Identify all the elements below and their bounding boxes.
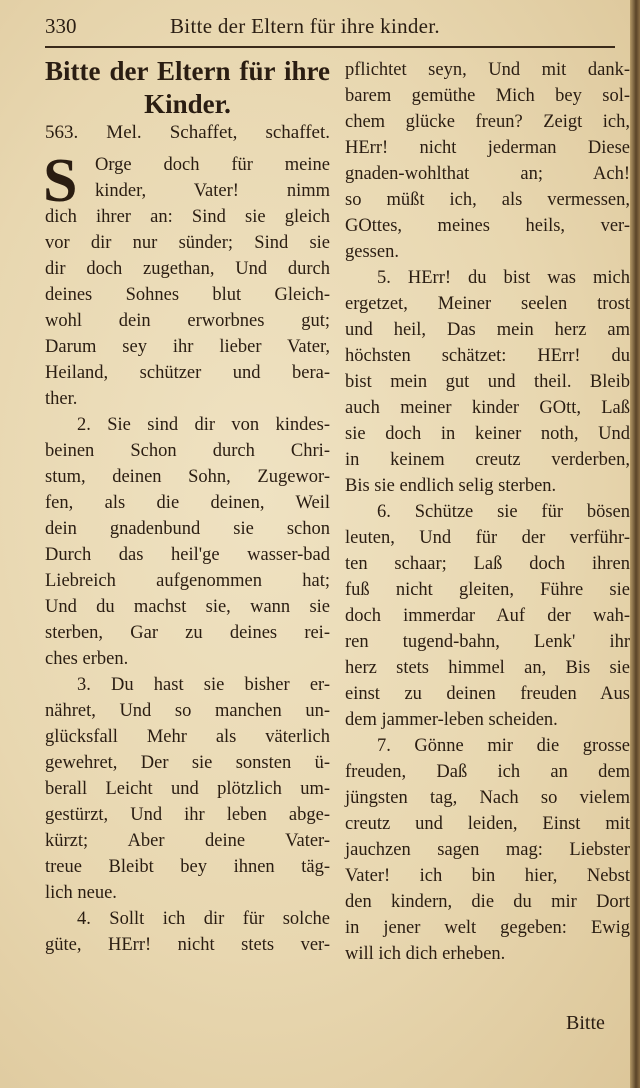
text-line: ren tugend-bahn, Lenk' ihr bbox=[345, 632, 630, 652]
catchword: Bitte bbox=[566, 1012, 605, 1034]
text-line: nähret, Und so manchen un- bbox=[45, 701, 330, 721]
text-line: auch meiner kinder GOtt, Laß bbox=[345, 398, 630, 418]
text-line: gessen. bbox=[345, 242, 399, 262]
text-line: jauchzen sagen mag: Liebster bbox=[345, 840, 630, 860]
hymn-title-line-2: Kinder. bbox=[144, 89, 231, 119]
text-line: pflichtet seyn, Und mit dank- bbox=[345, 60, 630, 80]
text-line: barem gemüthe Mich bey sol- bbox=[345, 86, 630, 106]
text-line: will ich dich erheben. bbox=[345, 944, 506, 964]
text-line: ches erben. bbox=[45, 649, 129, 669]
text-line: ther. bbox=[45, 389, 78, 409]
right-column-text bbox=[345, 57, 630, 967]
text-line: ergetzet, Meiner seelen trost bbox=[345, 294, 630, 314]
text-line: gnaden-wohlthat an; Ach! bbox=[345, 164, 630, 184]
text-line: fen, als die deinen, Weil bbox=[45, 493, 330, 513]
text-line: HErr! nicht jederman Diese bbox=[345, 138, 630, 158]
text-line: jüngsten tag, Nach so vielem bbox=[345, 788, 630, 808]
text-line: Vater! ich bin hier, Nebst bbox=[345, 866, 630, 886]
text-line: bist mein gut und theil. Bleib bbox=[345, 372, 630, 392]
text-line: 7. Gönne mir die grosse bbox=[377, 736, 630, 756]
text-line: Heiland, schützer und bera- bbox=[45, 363, 330, 383]
text-line: dem jammer-leben scheiden. bbox=[345, 710, 558, 730]
text-line: in keinem creutz verderben, bbox=[345, 450, 630, 470]
page-number: 330 bbox=[45, 14, 77, 38]
text-line: beinen Schon durch Chri- bbox=[45, 441, 330, 461]
text-line: 6. Schütze sie für bösen bbox=[377, 502, 630, 522]
text-line: creutz und leiden, Einst mit bbox=[345, 814, 630, 834]
text-line: dein gnadenbund sie schon bbox=[45, 519, 330, 539]
text-line: dir doch zugethan, Und durch bbox=[45, 259, 330, 279]
text-line: sterben, Gar zu deines rei- bbox=[45, 623, 330, 643]
text-line: Und du machst sie, wann sie bbox=[45, 597, 330, 617]
text-line: gewehret, Der sie sonsten ü- bbox=[45, 753, 330, 773]
text-line: stum, deinen Sohn, Zugewor- bbox=[45, 467, 330, 487]
text-line: 2. Sie sind dir von kindes- bbox=[77, 415, 330, 435]
text-line: Liebreich aufgenommen hat; bbox=[45, 571, 330, 591]
text-line: güte, HErr! nicht stets ver- bbox=[45, 935, 330, 955]
text-line: einst zu deinen freuden Aus bbox=[345, 684, 630, 704]
text-line: lich neue. bbox=[45, 883, 117, 903]
text-line: fuß nicht gleiten, Führe sie bbox=[345, 580, 630, 600]
text-line: Durch das heil'ge wasser-bad bbox=[45, 545, 330, 565]
text-line: GOttes, meines heils, ver- bbox=[345, 216, 630, 236]
text-line: 5. HErr! du bist was mich bbox=[377, 268, 630, 288]
text-line: deines Sohnes blut Gleich- bbox=[45, 285, 330, 305]
text-line: berall Leicht und plötzlich um- bbox=[45, 779, 330, 799]
text-line: herz stets himmel an, Bis sie bbox=[345, 658, 630, 678]
text-line: Darum sey ihr lieber Vater, bbox=[45, 337, 330, 357]
left-column-text bbox=[43, 147, 330, 958]
drop-cap: S bbox=[43, 147, 78, 215]
book-binding-edge bbox=[630, 0, 640, 1088]
text-line: chem glücke freun? Zeigt ich, bbox=[345, 112, 630, 132]
text-line: vor dir nur sünder; Sind sie bbox=[45, 233, 330, 253]
text-line: leuten, Und für der verführ- bbox=[345, 528, 630, 548]
text-line: kinder, Vater! nimm bbox=[95, 181, 330, 201]
header-rule bbox=[45, 46, 615, 48]
text-line: 4. Sollt ich dir für solche bbox=[77, 909, 330, 929]
running-head: Bitte der Eltern für ihre kinder. bbox=[170, 14, 440, 38]
text-line: freuden, Daß ich an dem bbox=[345, 762, 630, 782]
text-line: doch immerdar Auf der wah- bbox=[345, 606, 630, 626]
text-line: und heil, Das mein herz am bbox=[345, 320, 630, 340]
text-line: Orge doch für meine bbox=[95, 155, 330, 175]
hymn-title-line-1: Bitte der Eltern für ihre bbox=[45, 56, 330, 86]
text-line: glücksfall Mehr als väterlich bbox=[45, 727, 330, 747]
text-line: treue Bleibt bey ihnen täg- bbox=[45, 857, 330, 877]
text-line: ten schaar; Laß doch ihren bbox=[345, 554, 630, 574]
text-line: wohl dein erworbnes gut; bbox=[45, 311, 330, 331]
text-line: Bis sie endlich selig sterben. bbox=[345, 476, 557, 496]
text-line: höchsten schätzet: HErr! du bbox=[345, 346, 630, 366]
hymn-title bbox=[45, 55, 330, 121]
hymn-number-melody: 563. Mel. Schaffet, schaffet. bbox=[45, 122, 330, 143]
page-header bbox=[45, 14, 615, 44]
text-line: gestürzt, Und ihr leben abge- bbox=[45, 805, 330, 825]
text-line: den kindern, die du mir Dort bbox=[345, 892, 630, 912]
text-line: so müßt ich, als vermessen, bbox=[345, 190, 630, 210]
text-line: in jener welt gegeben: Ewig bbox=[345, 918, 630, 938]
text-line: dich ihrer an: Sind sie gleich bbox=[45, 207, 330, 227]
text-line: sie doch in keiner noth, Und bbox=[345, 424, 630, 444]
text-line: 3. Du hast sie bisher er- bbox=[77, 675, 330, 695]
text-line: kürzt; Aber deine Vater- bbox=[45, 831, 330, 851]
